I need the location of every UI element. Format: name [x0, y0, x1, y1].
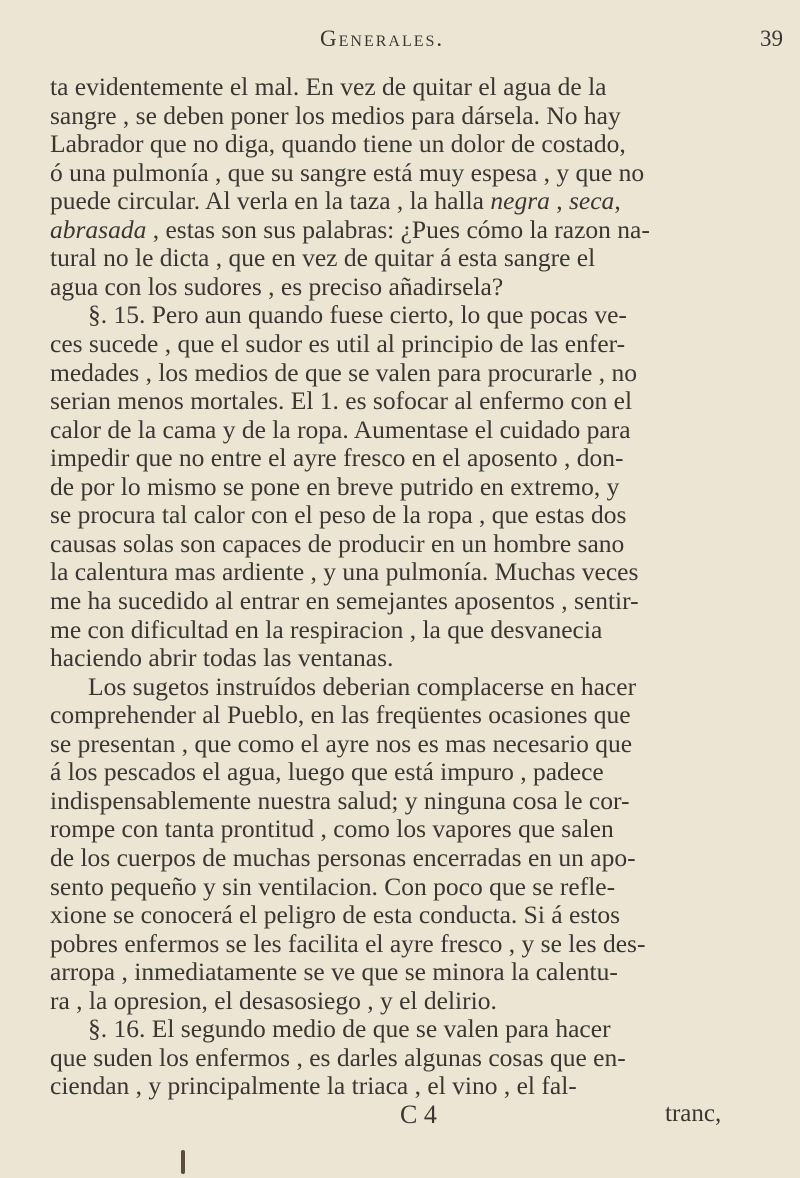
text-line: ces sucede , que el sudor es util al principio de las enfer- — [50, 329, 626, 358]
text-line: puede circular. Al verla en la taza , la halla negra , seca, — [50, 186, 621, 215]
text-line: ciendan , y principalmente la triaca , el vino , el fal- — [50, 1071, 577, 1100]
text-line: xione se conocerá el peligro de esta conducta. Si á estos — [50, 900, 621, 929]
page-header — [0, 26, 800, 58]
ink-blot — [181, 1150, 185, 1174]
text-line: indispensablemente nuestra salud; y ninguna cosa le cor- — [50, 786, 630, 815]
text-line: ra , la opresion, el desasosiego , y el delirio. — [50, 986, 497, 1015]
text-line: medades , los medios de que se valen para procurarle , no — [50, 358, 637, 387]
text-line: comprehender al Pueblo, en las freqüentes ocasiones que — [50, 700, 631, 729]
text-line: rompe con tanta prontitud , como los vapores que salen — [50, 814, 614, 843]
text-line: arropa , inmediatamente se ve que se minora la calentu- — [50, 957, 618, 986]
text-line: Los sugetos instruídos deberian complacerse en hacer — [88, 672, 637, 701]
text-line: se presentan , que como el ayre nos es mas necesario que — [50, 729, 633, 758]
text-line: de los cuerpos de muchas personas encerradas en un apo- — [50, 843, 636, 872]
text-line: pobres enfermos se les facilita el ayre fresco , y se les des- — [50, 929, 646, 958]
text-line: ta evidentemente el mal. En vez de quitar el agua de la — [50, 72, 607, 101]
text-line: tural no le dicta , que en vez de quitar á esta sangre el — [50, 243, 596, 272]
text-line: impedir que no entre el ayre fresco en el aposento , don- — [50, 443, 624, 472]
catchword: tranc, — [665, 1100, 722, 1127]
text-line: abrasada , estas son sus palabras: ¿Pues cómo la razon na- — [50, 215, 650, 244]
text-line: calor de la cama y de la ropa. Aumentase el cuidado para — [50, 415, 631, 444]
text-line: á los pescados el agua, luego que está impuro , padece — [50, 757, 604, 786]
text-line: sangre , se deben poner los medios para dársela. No hay — [50, 101, 621, 130]
page-number: 39 — [760, 26, 783, 51]
text-line: Labrador que no diga, quando tiene un dolor de costado, — [50, 129, 626, 158]
text-line: serian menos mortales. El 1. es sofocar al enfermo con el — [50, 386, 633, 415]
text-line: se procura tal calor con el peso de la ropa , que estas dos — [50, 500, 627, 529]
text-line: agua con los sudores , es preciso añadirsela? — [50, 272, 504, 301]
text-line: haciendo abrir todas las ventanas. — [50, 643, 394, 672]
text-line: me ha sucedido al entrar en semejantes aposentos , sentir- — [50, 586, 639, 615]
text-line: que suden los enfermos , es darles algunas cosas que en- — [50, 1043, 626, 1072]
text-line: causas solas son capaces de producir en un hombre sano — [50, 529, 625, 558]
text-line: §. 15. Pero aun quando fuese cierto, lo que pocas ve- — [88, 300, 627, 329]
page-footer — [0, 1100, 800, 1140]
running-head: Generales. — [320, 26, 445, 51]
text-line: me con dificultad en la respiracion , la que desvanecia — [50, 615, 603, 644]
text-line: sento pequeño y sin ventilacion. Con poco que se refle- — [50, 872, 616, 901]
text-line: §. 16. El segundo medio de que se valen para hacer — [88, 1014, 611, 1043]
text-line: de por lo mismo se pone en breve putrido en extremo, y — [50, 472, 620, 501]
signature-mark: C 4 — [400, 1100, 437, 1129]
text-line: ó una pulmonía , que su sangre está muy espesa , y que no — [50, 158, 645, 187]
text-line: la calentura mas ardiente , y una pulmonía. Muchas veces — [50, 557, 639, 586]
